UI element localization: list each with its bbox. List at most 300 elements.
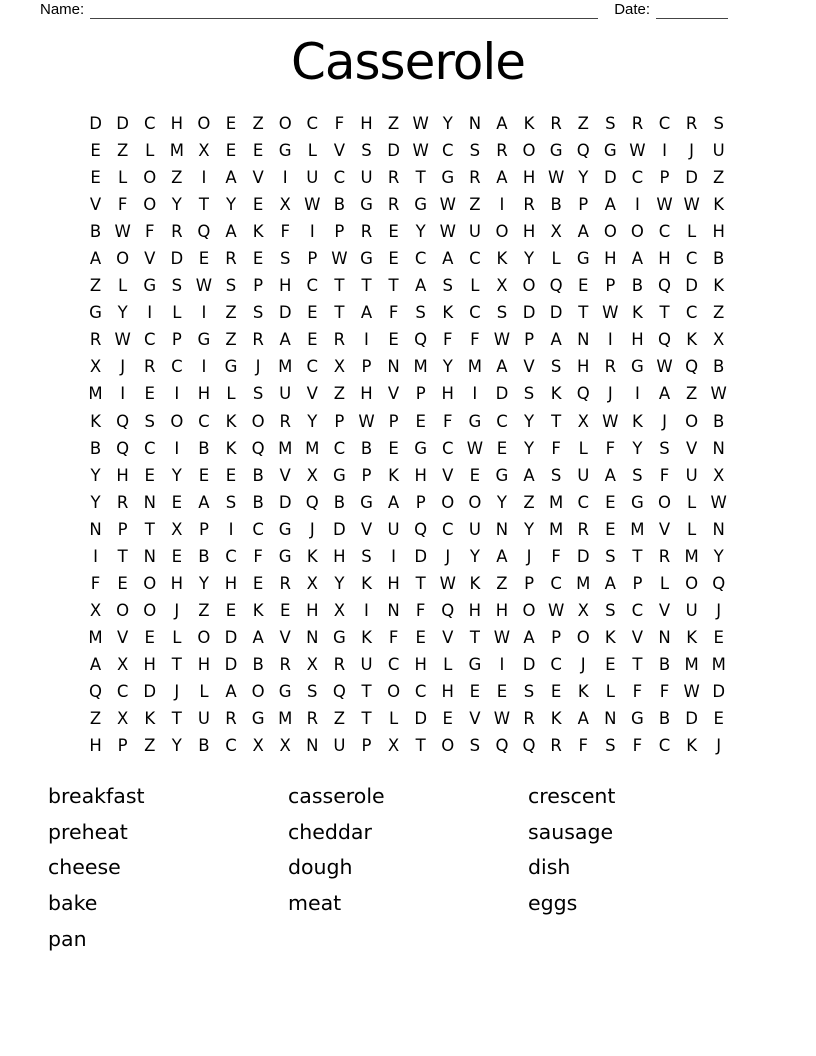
grid-cell-r4c7: E	[252, 195, 264, 215]
grid-cell-r13c15: W	[466, 438, 484, 458]
grid-cell-r13c20: F	[605, 438, 616, 458]
grid-cell-r22c7: O	[251, 682, 265, 701]
grid-cell-r1c23: R	[685, 114, 698, 134]
grid-cell-r18c24: Q	[712, 573, 726, 593]
grid-cell-r1c5: O	[197, 114, 211, 134]
grid-cell-r14c17: A	[523, 465, 535, 485]
grid-cell-r1c9: C	[306, 114, 319, 134]
grid-cell-r6c5: E	[198, 249, 210, 269]
grid-cell-r4c16: I	[499, 195, 505, 215]
grid-cell-r2c4: M	[169, 141, 184, 161]
grid-cell-r22c10: Q	[332, 682, 346, 701]
grid-cell-r6c9: P	[307, 249, 318, 269]
grid-cell-r3c2: L	[118, 168, 128, 188]
grid-cell-r14c21: S	[632, 465, 643, 485]
word-item-dough: dough	[288, 855, 353, 880]
grid-cell-r20c18: P	[551, 627, 562, 647]
grid-cell-r1c18: R	[550, 114, 562, 134]
grid-cell-r15c14: O	[441, 492, 455, 512]
grid-cell-r23c14: E	[442, 709, 453, 729]
word-item-eggs: eggs	[528, 891, 578, 916]
grid-cell-r9c19: N	[577, 330, 590, 350]
grid-cell-r22c6: A	[225, 682, 237, 701]
grid-cell-r23c3: K	[144, 709, 156, 729]
grid-cell-r14c15: E	[469, 465, 481, 485]
grid-cell-r14c24: X	[713, 465, 725, 485]
grid-cell-r19c15: H	[468, 600, 482, 620]
grid-cell-r4c2: F	[117, 195, 128, 215]
grid-cell-r4c22: W	[656, 195, 673, 215]
grid-cell-r22c15: E	[469, 682, 481, 701]
grid-cell-r2c5: X	[198, 141, 210, 161]
grid-cell-r3c22: P	[659, 168, 670, 188]
grid-cell-r4c5: T	[198, 195, 209, 215]
grid-cell-r16c5: P	[198, 519, 209, 539]
grid-cell-r16c4: X	[171, 519, 183, 539]
grid-cell-r15c13: P	[415, 492, 426, 512]
grid-cell-r18c18: C	[550, 573, 562, 593]
grid-cell-r10c17: V	[523, 357, 535, 377]
grid-cell-r19c11: I	[364, 600, 369, 620]
word-column-3	[528, 779, 768, 958]
grid-cell-r24c17: Q	[522, 736, 536, 756]
grid-cell-r17c13: D	[414, 546, 428, 566]
grid-cell-r15c17: Z	[523, 492, 535, 512]
grid-cell-r14c7: B	[252, 465, 264, 485]
grid-cell-r11c4: I	[174, 384, 180, 404]
grid-cell-r4c12: R	[387, 195, 400, 215]
grid-cell-r21c12: C	[387, 654, 400, 674]
grid-cell-r19c2: O	[116, 600, 130, 620]
grid-cell-r8c6: Z	[225, 303, 237, 323]
grid-cell-r14c8: V	[279, 465, 291, 485]
grid-cell-r5c17: H	[522, 222, 536, 242]
grid-cell-r9c15: F	[470, 330, 480, 350]
grid-cell-r9c10: R	[333, 330, 346, 350]
grid-cell-r13c10: C	[333, 438, 346, 458]
grid-cell-r17c14: J	[445, 546, 451, 566]
grid-cell-r22c2: C	[116, 682, 129, 701]
grid-cell-r2c7: E	[252, 141, 264, 161]
grid-cell-r19c7: K	[252, 600, 264, 620]
grid-cell-r23c23: D	[685, 709, 698, 729]
grid-cell-r9c17: P	[524, 330, 535, 350]
grid-cell-r21c24: M	[711, 654, 726, 674]
grid-cell-r6c7: E	[252, 249, 264, 269]
grid-cell-r15c7: B	[252, 492, 264, 512]
grid-cell-r6c20: H	[604, 249, 617, 269]
grid-cell-r14c11: P	[361, 465, 372, 485]
grid-cell-r1c3: C	[143, 114, 156, 134]
grid-cell-r2c3: L	[145, 141, 155, 161]
grid-cell-r12c19: X	[577, 411, 589, 431]
grid-cell-r17c15: Y	[469, 546, 480, 566]
grid-cell-r14c3: E	[144, 465, 155, 485]
grid-cell-r11c13: P	[415, 384, 426, 404]
grid-cell-r15c11: G	[360, 492, 373, 512]
grid-cell-r18c11: K	[361, 573, 372, 593]
grid-cell-r3c15: R	[469, 168, 481, 188]
grid-cell-r15c12: A	[387, 492, 400, 512]
grid-cell-r3c17: H	[522, 168, 536, 188]
grid-cell-r9c12: E	[388, 330, 399, 350]
grid-cell-r11c3: E	[144, 384, 155, 404]
word-item-sausage: sausage	[528, 819, 614, 844]
grid-cell-r10c9: C	[306, 357, 319, 377]
grid-cell-r9c20: I	[607, 330, 613, 350]
grid-cell-r15c20: E	[605, 492, 616, 512]
grid-cell-r5c8: F	[280, 222, 290, 242]
grid-cell-r12c11: W	[358, 411, 375, 431]
grid-cell-r21c4: T	[171, 654, 182, 674]
grid-cell-r20c24: E	[713, 627, 724, 647]
grid-cell-r4c8: X	[279, 195, 291, 215]
grid-cell-r12c23: O	[685, 411, 699, 431]
grid-cell-r24c22: C	[658, 736, 671, 756]
grid-cell-r20c11: K	[361, 627, 372, 647]
grid-cell-r4c14: W	[439, 195, 456, 215]
grid-cell-r23c5: U	[197, 709, 210, 729]
grid-cell-r13c9: M	[305, 438, 320, 458]
grid-cell-r18c17: P	[524, 573, 535, 593]
grid-cell-r24c16: Q	[495, 736, 509, 756]
grid-cell-r4c15: Z	[469, 195, 481, 215]
grid-cell-r15c24: W	[710, 492, 727, 512]
grid-cell-r7c23: D	[685, 276, 698, 296]
grid-cell-r6c22: H	[658, 249, 671, 269]
grid-cell-r6c23: C	[685, 249, 698, 269]
grid-cell-r18c8: R	[279, 573, 291, 593]
grid-cell-r21c23: M	[684, 654, 699, 674]
grid-cell-r6c4: D	[170, 249, 184, 269]
grid-cell-r24c11: P	[361, 736, 372, 756]
grid-cell-r23c17: R	[523, 709, 535, 729]
grid-cell-r23c6: R	[225, 709, 237, 729]
grid-cell-r10c3: R	[144, 357, 156, 377]
name-label: Name:	[40, 1, 85, 18]
grid-cell-r24c14: O	[441, 736, 455, 756]
grid-cell-r15c22: O	[658, 492, 672, 512]
word-item-breakfast: breakfast	[48, 784, 145, 808]
grid-cell-r6c3: V	[144, 249, 156, 269]
grid-cell-r6c18: L	[551, 249, 561, 269]
grid-cell-r21c10: R	[333, 654, 346, 674]
grid-cell-r17c18: F	[551, 546, 561, 566]
grid-cell-r6c10: W	[331, 249, 348, 269]
word-list	[48, 779, 768, 958]
grid-cell-r16c8: G	[278, 519, 292, 539]
grid-cell-r10c16: A	[496, 357, 508, 377]
grid-cell-r21c21: T	[632, 654, 643, 674]
grid-cell-r4c3: O	[143, 195, 157, 215]
grid-cell-r17c11: S	[361, 546, 372, 566]
grid-cell-r4c6: Y	[225, 195, 237, 215]
grid-cell-r24c2: P	[117, 736, 128, 756]
grid-cell-r14c1: Y	[90, 465, 101, 485]
grid-cell-r20c19: O	[576, 627, 590, 647]
grid-cell-r12c3: S	[144, 411, 155, 431]
grid-cell-r11c6: L	[226, 384, 236, 404]
grid-cell-r8c9: E	[307, 303, 318, 323]
grid-cell-r13c1: B	[89, 438, 102, 458]
grid-cell-r5c4: R	[171, 222, 183, 242]
grid-cell-r15c5: A	[198, 492, 210, 512]
grid-cell-r21c13: H	[414, 654, 427, 674]
grid-cell-r12c8: R	[279, 411, 291, 431]
grid-cell-r11c8: U	[279, 384, 292, 404]
grid-cell-r5c13: Y	[415, 222, 426, 242]
grid-cell-r10c20: R	[604, 357, 617, 377]
grid-cell-r22c4: J	[174, 682, 180, 701]
grid-cell-r12c20: W	[602, 411, 619, 431]
grid-cell-r16c23: L	[687, 519, 697, 539]
grid-cell-r13c17: Y	[524, 438, 535, 458]
grid-cell-r6c13: C	[414, 249, 427, 269]
grid-cell-r16c16: N	[495, 519, 509, 539]
grid-cell-r11c16: D	[495, 384, 509, 404]
grid-cell-r15c10: B	[333, 492, 346, 512]
grid-cell-r7c7: P	[253, 276, 264, 296]
grid-cell-r18c4: H	[170, 573, 184, 593]
grid-cell-r2c12: D	[387, 141, 400, 161]
word-item-dish: dish	[528, 855, 571, 880]
grid-cell-r4c4: Y	[171, 195, 182, 215]
grid-cell-r8c11: A	[360, 303, 373, 323]
grid-cell-r4c23: W	[683, 195, 700, 215]
grid-cell-r24c19: F	[578, 736, 588, 756]
grid-cell-r7c9: C	[306, 276, 319, 296]
grid-cell-r23c16: W	[493, 709, 511, 729]
grid-cell-r6c17: Y	[524, 249, 535, 269]
grid-cell-r2c21: W	[629, 141, 646, 161]
grid-cell-r8c12: F	[388, 303, 399, 323]
grid-cell-r24c7: X	[252, 736, 264, 756]
grid-cell-r7c18: Q	[549, 276, 563, 296]
grid-cell-r19c16: H	[495, 600, 509, 620]
grid-cell-r19c19: X	[577, 600, 589, 620]
grid-cell-r20c7: A	[252, 627, 264, 647]
grid-cell-r23c11: T	[361, 709, 372, 729]
grid-cell-r21c14: L	[443, 654, 453, 674]
name-blank-line	[90, 1, 598, 19]
grid-cell-r19c9: H	[306, 600, 319, 620]
grid-cell-r19c24: J	[716, 600, 722, 620]
grid-cell-r11c5: H	[197, 384, 211, 404]
grid-cell-r19c13: F	[415, 600, 426, 620]
grid-cell-r3c8: I	[282, 168, 288, 188]
grid-cell-r24c4: Y	[171, 736, 182, 756]
grid-cell-r23c9: R	[306, 709, 319, 729]
date-blank-line	[656, 1, 728, 19]
grid-cell-r8c17: D	[522, 303, 536, 323]
grid-cell-r3c12: R	[387, 168, 400, 188]
grid-cell-r3c4: Z	[171, 168, 183, 188]
grid-cell-r17c16: A	[496, 546, 508, 566]
grid-cell-r3c10: C	[333, 168, 346, 188]
grid-cell-r20c22: N	[658, 627, 671, 647]
grid-cell-r7c10: T	[334, 276, 345, 296]
grid-cell-r19c14: Q	[441, 600, 455, 620]
grid-cell-r21c8: R	[279, 654, 291, 674]
grid-cell-r12c12: P	[388, 411, 399, 431]
grid-cell-r14c16: G	[495, 465, 509, 485]
grid-cell-r21c3: H	[143, 654, 156, 674]
grid-cell-r7c24: K	[713, 276, 725, 296]
grid-cell-r15c23: L	[687, 492, 697, 512]
grid-cell-r3c16: A	[496, 168, 508, 188]
grid-cell-r10c6: G	[224, 357, 238, 377]
grid-cell-r10c10: X	[333, 357, 346, 377]
grid-cell-r20c5: O	[197, 627, 211, 647]
grid-cell-r19c23: U	[685, 600, 698, 620]
grid-cell-r13c7: Q	[251, 438, 265, 458]
grid-cell-r2c20: G	[603, 141, 617, 161]
grid-cell-r11c18: K	[550, 384, 562, 404]
grid-cell-r12c17: Y	[524, 411, 535, 431]
grid-cell-r22c3: D	[143, 682, 157, 701]
grid-cell-r22c23: W	[683, 682, 700, 701]
grid-cell-r13c12: E	[388, 438, 399, 458]
grid-cell-r6c12: E	[388, 249, 399, 269]
grid-cell-r20c9: N	[306, 627, 319, 647]
grid-cell-r6c1: A	[89, 249, 102, 269]
grid-cell-r16c13: Q	[414, 519, 428, 539]
grid-cell-r23c19: A	[577, 709, 589, 729]
grid-cell-r18c21: P	[632, 573, 643, 593]
grid-cell-r17c6: C	[225, 546, 237, 566]
grid-cell-r14c23: U	[685, 465, 698, 485]
grid-cell-r14c6: E	[225, 465, 237, 485]
grid-cell-r8c4: L	[172, 303, 182, 323]
grid-cell-r8c2: Y	[117, 303, 128, 323]
grid-cell-r8c19: T	[578, 303, 589, 323]
grid-cell-r1c21: R	[631, 114, 644, 134]
grid-cell-r16c22: V	[658, 519, 671, 539]
grid-cell-r20c8: V	[279, 627, 291, 647]
grid-cell-r14c22: F	[659, 465, 670, 485]
grid-cell-r10c19: H	[577, 357, 590, 377]
grid-cell-r11c11: H	[360, 384, 373, 404]
grid-cell-r4c24: K	[713, 195, 725, 215]
grid-cell-r10c8: M	[278, 357, 293, 377]
grid-cell-r21c9: X	[306, 654, 318, 674]
grid-cell-r23c2: X	[116, 709, 129, 729]
grid-cell-r15c15: O	[468, 492, 482, 512]
grid-cell-r13c5: B	[198, 438, 210, 458]
grid-cell-r7c21: B	[631, 276, 644, 296]
grid-cell-r7c11: T	[361, 276, 372, 296]
grid-cell-r22c14: H	[441, 682, 454, 701]
grid-cell-r22c22: F	[659, 682, 670, 701]
grid-cell-r16c14: C	[442, 519, 454, 539]
grid-cell-r9c11: I	[364, 330, 369, 350]
grid-cell-r11c21: I	[634, 384, 640, 404]
grid-cell-r16c7: C	[252, 519, 264, 539]
grid-cell-r24c3: Z	[144, 736, 156, 756]
grid-cell-r7c13: A	[415, 276, 427, 296]
grid-cell-r18c3: O	[143, 573, 157, 593]
header-row	[40, 1, 742, 19]
grid-cell-r17c24: Y	[713, 546, 724, 566]
grid-cell-r9c6: Z	[225, 330, 237, 350]
grid-cell-r15c1: Y	[90, 492, 101, 512]
grid-cell-r2c14: C	[442, 141, 454, 161]
grid-cell-r16c18: M	[549, 519, 564, 539]
grid-cell-r2c15: S	[469, 141, 481, 161]
grid-cell-r17c12: I	[391, 546, 397, 566]
grid-cell-r9c16: W	[493, 330, 511, 350]
word-column-2	[288, 779, 528, 958]
grid-cell-r18c22: L	[659, 573, 670, 593]
grid-cell-r22c13: C	[414, 682, 427, 701]
word-item-cheese: cheese	[48, 855, 121, 880]
grid-cell-r23c7: G	[251, 709, 265, 729]
grid-cell-r2c23: J	[689, 141, 695, 161]
grid-cell-r9c3: C	[143, 330, 156, 350]
grid-cell-r21c6: D	[224, 654, 238, 674]
grid-cell-r11c14: H	[441, 384, 454, 404]
grid-cell-r20c17: A	[523, 627, 535, 647]
grid-cell-r3c3: O	[143, 168, 157, 188]
grid-cell-r5c14: W	[439, 222, 456, 242]
grid-cell-r14c4: Y	[171, 465, 182, 485]
grid-cell-r23c13: D	[414, 709, 428, 729]
grid-cell-r16c12: U	[387, 519, 400, 539]
word-item-casserole: casserole	[288, 784, 385, 808]
grid-cell-r15c19: C	[577, 492, 589, 512]
grid-cell-r16c11: V	[360, 519, 373, 539]
grid-cell-r22c20: L	[605, 682, 615, 701]
grid-cell-r16c15: U	[468, 519, 481, 539]
grid-cell-r13c16: E	[496, 438, 508, 458]
grid-cell-r19c3: O	[143, 600, 157, 620]
grid-cell-r24c8: X	[279, 736, 291, 756]
grid-cell-r6c19: G	[576, 249, 590, 269]
grid-cell-r12c6: K	[225, 411, 237, 431]
grid-cell-r21c15: G	[468, 654, 482, 674]
grid-cell-r17c20: S	[605, 546, 616, 566]
grid-cell-r5c7: K	[252, 222, 264, 242]
grid-cell-r19c6: E	[225, 600, 237, 620]
grid-cell-r20c12: F	[388, 627, 399, 647]
grid-cell-r4c21: I	[634, 195, 640, 215]
grid-cell-r19c17: O	[522, 600, 536, 620]
grid-cell-r6c15: C	[469, 249, 481, 269]
grid-cell-r7c22: Q	[658, 276, 672, 296]
grid-cell-r14c20: A	[604, 465, 616, 485]
grid-cell-r10c1: X	[89, 357, 102, 377]
grid-cell-r11c20: J	[607, 384, 613, 404]
grid-cell-r18c13: T	[415, 573, 426, 593]
grid-cell-r20c21: V	[631, 627, 644, 647]
grid-cell-r1c8: O	[278, 114, 292, 134]
grid-cell-r19c10: X	[333, 600, 346, 620]
grid-cell-r3c14: G	[441, 168, 455, 188]
grid-cell-r1c6: E	[225, 114, 237, 134]
grid-cell-r1c22: C	[658, 114, 671, 134]
grid-cell-r12c4: O	[170, 411, 184, 431]
grid-cell-r16c19: R	[577, 519, 589, 539]
grid-cell-r5c12: E	[388, 222, 399, 242]
grid-cell-r2c10: V	[333, 141, 346, 161]
grid-cell-r22c1: Q	[89, 682, 103, 701]
grid-cell-r23c4: T	[171, 709, 182, 729]
grid-cell-r5c11: R	[360, 222, 373, 242]
grid-cell-r17c7: F	[253, 546, 263, 566]
grid-cell-r24c20: S	[605, 736, 616, 756]
word-item-bake: bake	[48, 891, 98, 916]
grid-cell-r4c19: P	[578, 195, 589, 215]
